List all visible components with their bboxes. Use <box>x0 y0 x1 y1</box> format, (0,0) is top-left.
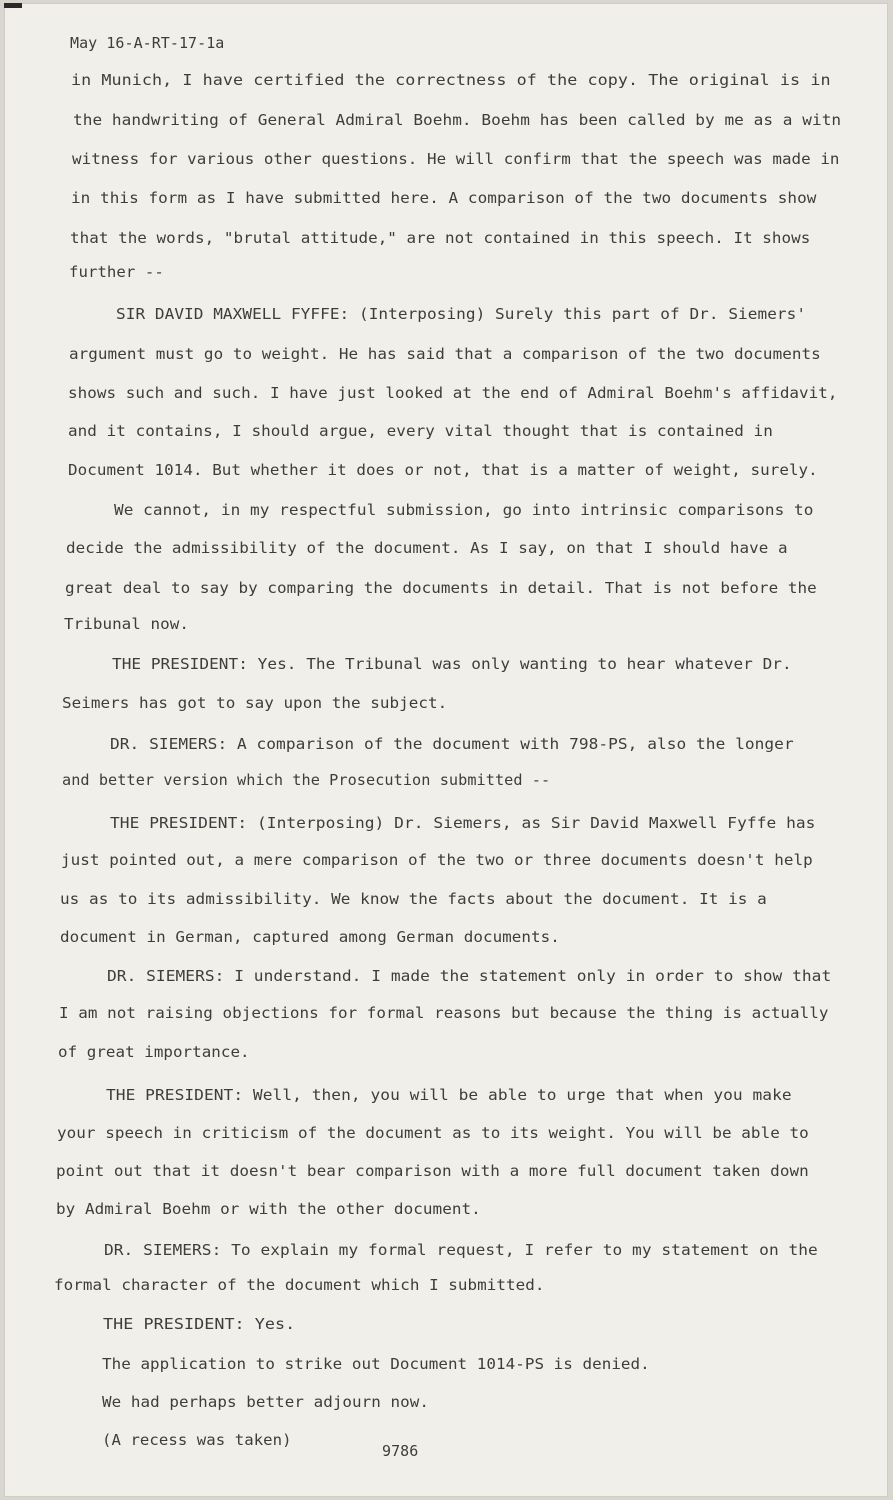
text-line: shows such and such. I have just looked at the end of Admiral Boehm's affidavit, <box>68 384 838 402</box>
document-id: May 16-A-RT-17-1a <box>70 34 225 52</box>
text-line: and better version which the Prosecution submitted -- <box>62 771 551 789</box>
text-line: us as to its admissibility. We know the facts about the document. It is a <box>60 890 767 908</box>
text-line: point out that it doesn't bear comparison with a more full document taken down <box>56 1162 809 1180</box>
text-line: Document 1014. But whether it does or not, that is a matter of weight, surely. <box>68 461 818 479</box>
text-line: We had perhaps better adjourn now. <box>102 1393 429 1411</box>
speaker-line: THE PRESIDENT: (Interposing) Dr. Siemers, as Sir David Maxwell Fyffe has <box>110 814 816 832</box>
text-line: by Admiral Boehm or with the other document. <box>56 1200 481 1218</box>
speaker-line: THE PRESIDENT: Yes. <box>103 1315 296 1333</box>
text-line: witness for various other questions. He will confirm that the speech was made in <box>72 150 840 168</box>
text-line: of great importance. <box>58 1043 250 1061</box>
speaker-line: DR. SIEMERS: I understand. I made the statement only in order to show that <box>107 967 832 985</box>
text-line: just pointed out, a mere comparison of the two or three documents doesn't help <box>61 851 813 869</box>
text-line: The application to strike out Document 1014-PS is denied. <box>102 1355 650 1373</box>
speaker-line: SIR DAVID MAXWELL FYFFE: (Interposing) Surely this part of Dr. Siemers' <box>116 305 807 323</box>
text-line: I am not raising objections for formal reasons but because the thing is actually <box>59 1004 829 1022</box>
text-line: We cannot, in my respectful submission, go into intrinsic comparisons to <box>114 501 814 519</box>
text-line: decide the admissibility of the document. As I say, on that I should have a <box>66 539 788 557</box>
text-line: in this form as I have submitted here. A comparison of the two documents show <box>71 189 817 207</box>
text-line: formal character of the document which I submitted. <box>54 1276 545 1294</box>
speaker-line: THE PRESIDENT: Well, then, you will be able to urge that when you make <box>106 1086 792 1104</box>
page-corner-mark <box>4 3 22 8</box>
text-line: the handwriting of General Admiral Boehm. Boehm has been called by me as a witn <box>73 111 842 129</box>
speaker-line: THE PRESIDENT: Yes. The Tribunal was only wanting to hear whatever Dr. <box>112 655 792 673</box>
text-line: your speech in criticism of the document as to its weight. You will be able to <box>57 1124 809 1142</box>
text-line: further -- <box>69 263 164 281</box>
text-line: that the words, "brutal attitude," are not contained in this speech. It shows <box>70 229 811 247</box>
text-line: Tribunal now. <box>64 615 189 633</box>
page-number: 9786 <box>382 1442 419 1460</box>
speaker-line: DR. SIEMERS: A comparison of the document with 798-PS, also the longer <box>110 735 794 753</box>
text-line: argument must go to weight. He has said that a comparison of the two documents <box>69 345 821 363</box>
text-line: in Munich, I have certified the correctness of the copy. The original is in <box>71 71 831 89</box>
text-line: document in German, captured among German documents. <box>60 928 560 946</box>
text-line: and it contains, I should argue, every vital thought that is contained in <box>68 422 773 440</box>
text-line: great deal to say by comparing the documents in detail. That is not before the <box>65 579 817 597</box>
text-line: Seimers has got to say upon the subject. <box>62 694 448 712</box>
speaker-line: DR. SIEMERS: To explain my formal request, I refer to my statement on the <box>104 1241 818 1259</box>
document-page <box>4 3 888 1497</box>
text-line: (A recess was taken) <box>102 1431 292 1449</box>
